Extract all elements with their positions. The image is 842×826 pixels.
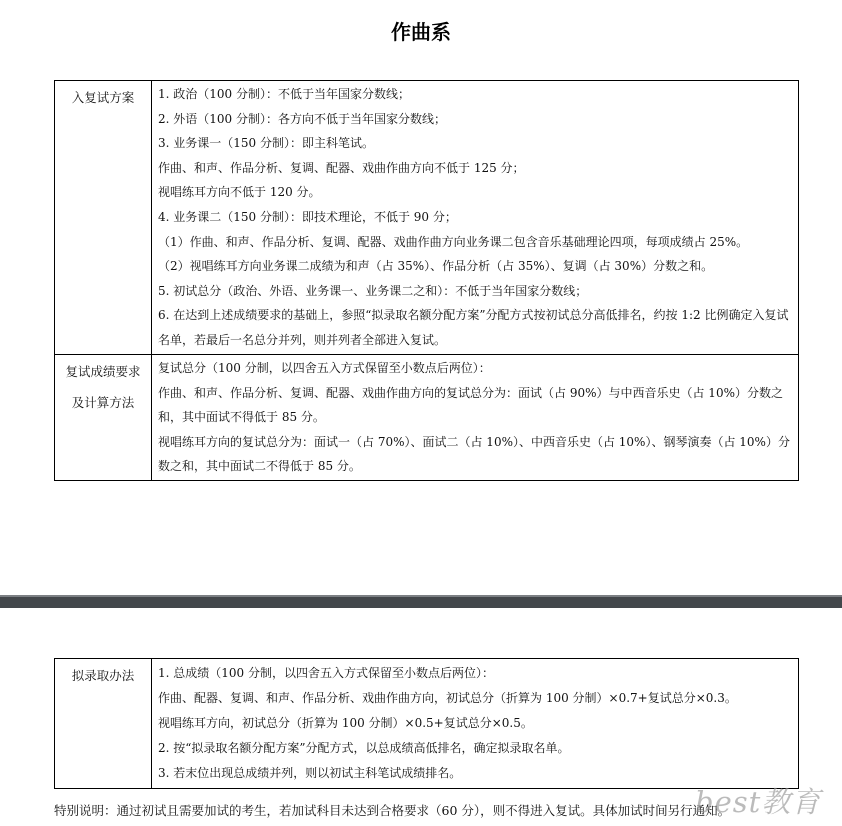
watermark: best教育 [695, 785, 822, 819]
list-item: 视唱练耳方向不低于 120 分。 [158, 185, 321, 200]
admission-method-table [54, 658, 799, 789]
list-item: 2. 外语（100 分制）：各方向不低于当年国家分数线； [158, 111, 446, 126]
list-item: 作曲、和声、作品分析、复调、配器、戏曲作曲方向不低于 125 分； [158, 160, 525, 175]
list-item: （1）作曲、和声、作品分析、复调、配器、戏曲作曲方向业务课二包含音乐基础理论四项，每项成绩占 25%。 [158, 234, 749, 249]
admission-plan-table [54, 80, 799, 481]
list-item: 4. 业务课二（150 分制）：即技术理论，不低于 90 分； [158, 209, 457, 224]
list-item: 3. 若末位出现总成绩并列，则以初试主科笔试成绩排名。 [158, 766, 462, 780]
list-item: 3. 业务课一（150 分制）：即主科笔试。 [158, 136, 374, 151]
retest-requirements-content [152, 354, 799, 480]
list-item: 2. 按“拟录取名额分配方案”分配方式，以总成绩高低排名，确定拟录取名单。 [158, 741, 570, 755]
admission-plan-content [152, 81, 799, 355]
special-note: 特别说明：通过初试且需要加试的考生，若加试科目未达到合格要求（60 分），则不得进入复试。具体加试时间另行通知。 [54, 803, 731, 818]
list-item: （2）视唱练耳方向业务课二成绩为和声（占 35%）、作品分析（占 35%）、复调（占 30%）分数之和。 [158, 259, 714, 274]
table-row [55, 81, 799, 355]
page-title: 作曲系 [391, 20, 451, 44]
list-item: 复试总分（100 分制，以四舍五入方式保留至小数点后两位）： [158, 360, 491, 375]
list-item: 作曲、配器、复调、和声、作品分析、戏曲作曲方向，初试总分（折算为 100 分制）×0.7+复试总分×0.3。 [158, 691, 737, 705]
list-item: 1. 总成绩（100 分制，以四舍五入方式保留至小数点后两位）： [158, 666, 494, 680]
admission-method-content [152, 659, 799, 789]
list-item: 视唱练耳方向的复试总分为：面试一（占 70%）、面试二（占 10%）、中西音乐史（占 10%）、钢琴演奏（占 10%）分数之和，其中面试二不得低于 85 分。 [158, 434, 790, 474]
retest-requirements-label [55, 354, 152, 480]
page-break-bar [0, 597, 842, 608]
list-item: 5. 初试总分（政治、外语、业务课一、业务课二之和）：不低于当年国家分数线； [158, 283, 588, 298]
retest-label-line2: 及计算方法 [71, 394, 135, 410]
list-item: 作曲、和声、作品分析、复调、配器、戏曲作曲方向的复试总分为：面试（占 90%）与中西音乐史（占 10%）分数之和，其中面试不得低于 85 分。 [158, 385, 783, 425]
admission-plan-label: 入复试方案 [55, 81, 152, 355]
table-row [55, 659, 799, 789]
list-item: 6. 在达到上述成绩要求的基础上，参照“拟录取名额分配方案”分配方式按初试总分高低排名，约按 1:2 比例确定入复试名单，若最后一名总分并列，则并列者全部进入复试。 [158, 308, 789, 347]
list-item: 1. 政治（100 分制）：不低于当年国家分数线； [158, 87, 410, 101]
table-row [55, 354, 799, 480]
admission-method-label: 拟录取办法 [55, 659, 152, 789]
retest-label-line1: 复试成绩要求 [65, 363, 141, 379]
list-item: 视唱练耳方向，初试总分（折算为 100 分制）×0.5+复试总分×0.5。 [158, 716, 533, 730]
